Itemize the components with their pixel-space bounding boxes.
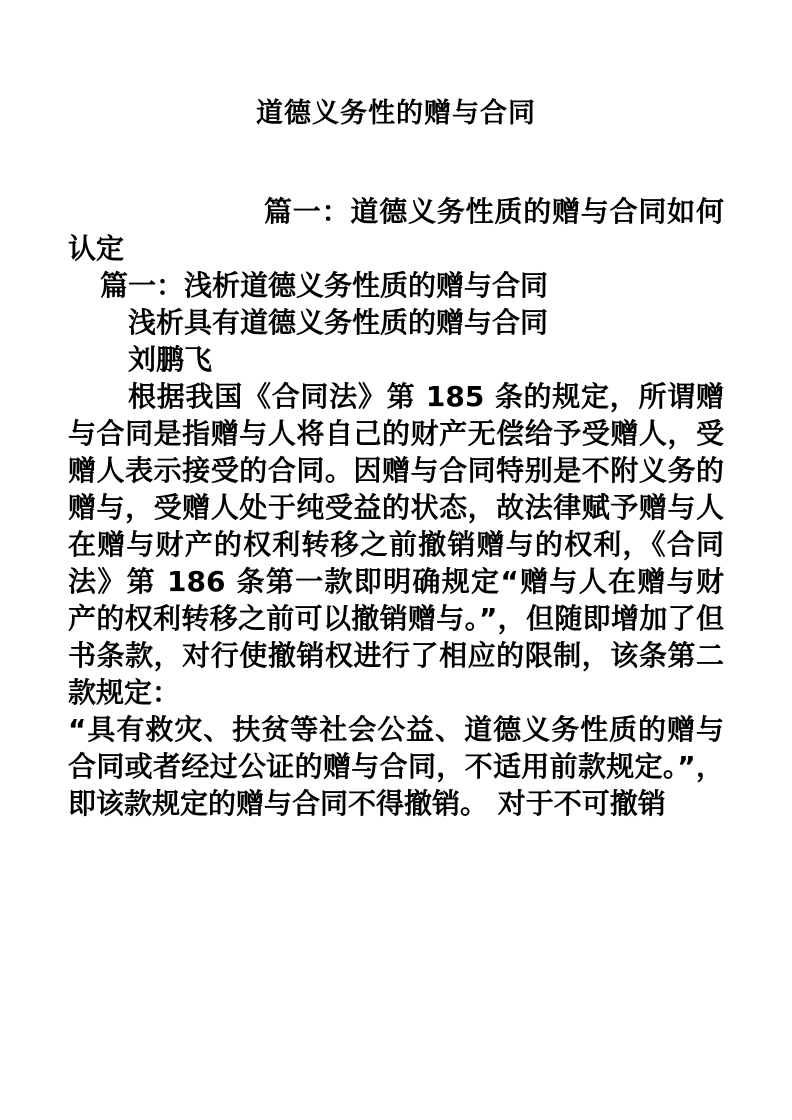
paragraph: 浅析具有道德义务性质的赠与合同 (128, 306, 549, 340)
paragraph: 篇一：道德义务性质的赠与合同如何认定 (68, 195, 724, 266)
paragraph: 篇一：浅析道德义务性质的赠与合同 (100, 269, 549, 303)
paragraph: 刘鹏飞 (128, 343, 213, 377)
paragraph: 根据我国《合同法》第 185 条的规定，所谓赠与合同是指赠与人将自己的财产无偿给予受赠人，受赠人表示接受的合同。因赠与合同特别是不附义务的赠与，受赠人处于纯受益的状态，故法律赋予赠与人在赠与财产的权利转移之前撤销赠与的权利，《合同法》第 186 条第一款即明确规定“赠与人在赠与财产的权利转移之前可以撤销赠与。”，但随即增加了但书条款，对行使撤销权进行了相应的限制，该条第二款规定： (68, 380, 724, 709)
document-body (68, 194, 724, 822)
page-title: 道德义务性的赠与合同 (256, 98, 536, 129)
paragraph: “具有救灾、扶贫等社会公益、道德义务性质的赠与合同或者经过公证的赠与合同，不适用前款规定。”，即该款规定的赠与合同不得撤销。 对于不可撤销 (68, 712, 724, 820)
